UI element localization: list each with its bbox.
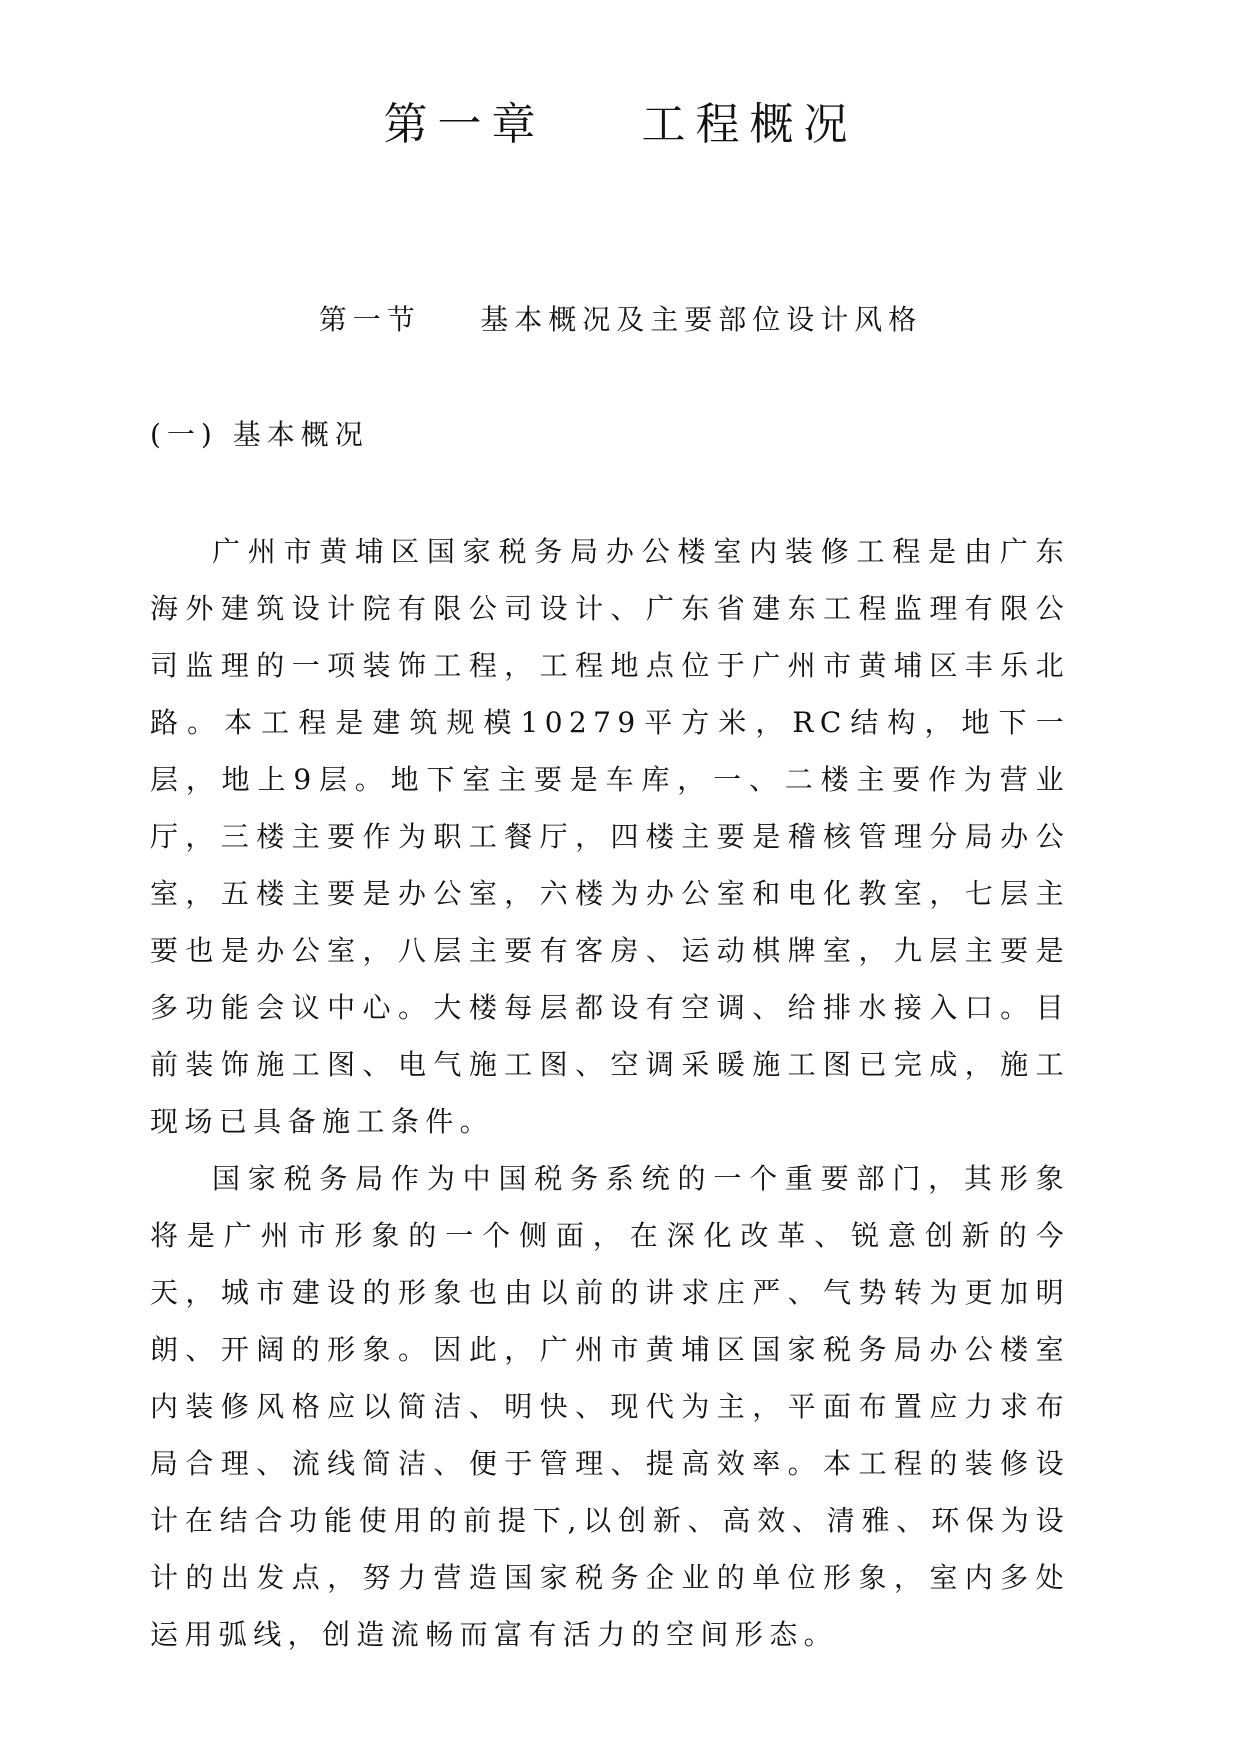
- section-title: 第一节 基本概况及主要部位设计风格: [318, 303, 923, 336]
- paragraph: 国家税务局作为中国税务系统的一个重要部门，其形象将是广州市形象的一个侧面，在深化改革、锐意创新的今天，城市建设的形象也由以前的讲求庄严、气势转为更加明朗、开阔的形象。因此，广州市黄埔区国家税务局办公楼室内装修风格应以简洁、明快、现代为主，平面布置应力求布局合理、流线简洁、便于管理、提高效率。本工程的装修设计在结合功能使用的前提下,以创新、高效、清雅、环保为设计的出发点，努力营造国家税务企业的单位形象，室内多处运用弧线，创造流畅而富有活力的空间形态。: [150, 1162, 1070, 1651]
- body-text: [150, 523, 1070, 1663]
- chapter-title: 第一章 工程概况: [383, 99, 858, 150]
- paragraph: 广州市黄埔区国家税务局办公楼室内装修工程是由广东海外建筑设计院有限公司设计、广东省建东工程监理有限公司监理的一项装饰工程，工程地点位于广州市黄埔区丰乐北路。本工程是建筑规模10279平方米，RC结构，地下一层，地上9层。地下室主要是车库，一、二楼主要作为营业厅，三楼主要作为职工餐厅，四楼主要是稽核管理分局办公室，五楼主要是办公室，六楼为办公室和电化教室，七层主要也是办公室，八层主要有客房、运动棋牌室，九层主要是多功能会议中心。大楼每层都设有空调、给排水接入口。目前装饰施工图、电气施工图、空调采暖施工图已完成，施工现场已具备施工条件。: [150, 535, 1070, 1138]
- subsection-title: (一) 基本概况: [150, 418, 369, 451]
